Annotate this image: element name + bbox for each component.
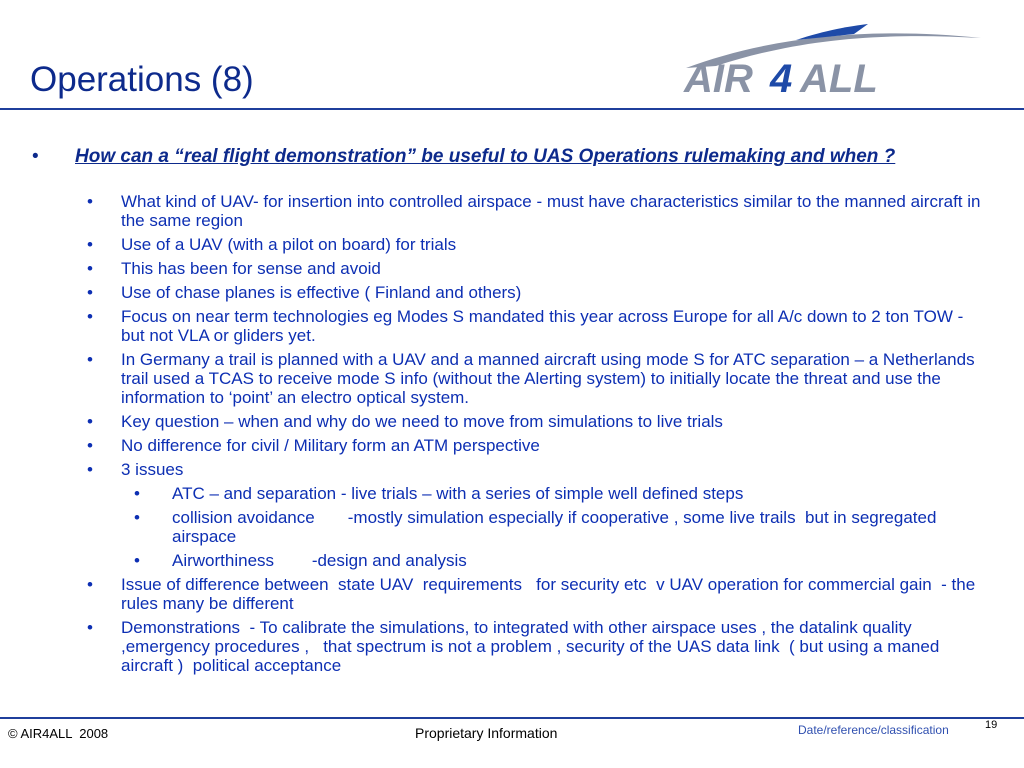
bullet-icon: • [134, 484, 140, 503]
sub-list-item: ATC – and separation - live trials – with a series of simple well defined steps [172, 484, 744, 503]
list-item: This has been for sense and avoid [121, 259, 381, 278]
bullet-icon: • [87, 618, 93, 637]
bullet-icon: • [87, 436, 93, 455]
bullet-icon: • [87, 412, 93, 431]
logo-text-all: ALL [800, 57, 878, 98]
bullet-icon: • [87, 192, 93, 211]
footer-copyright: © AIR4ALL 2008 [8, 726, 109, 741]
list-item: In Germany a trail is planned with a UAV and a manned aircraft using mode S for ATC separation – a Netherlands trail used a TCAS to receive mode S info (without the Alerting system) to initially locate the threat and use the information to ‘point’ an electro optical system. [121, 350, 975, 407]
footer-divider [0, 717, 1024, 719]
page-number: 19 [985, 719, 998, 731]
slide-title: Operations (8) [30, 60, 254, 99]
sub-list-item: Airworthiness -design and analysis [172, 551, 467, 570]
list-item: Use of chase planes is effective ( Finland and others) [121, 283, 522, 302]
bullet-icon: • [87, 575, 93, 594]
title-divider [0, 108, 1024, 110]
list-item: Focus on near term technologies eg Modes S mandated this year across Europe for all A/c down to 2 ton TOW - but not VLA or gliders yet. [121, 307, 964, 345]
list-item: Key question – when and why do we need to move from simulations to live trials [121, 412, 723, 431]
list-item: What kind of UAV- for insertion into controlled airspace - must have characteristics similar to the manned aircraft in the same region [121, 192, 981, 230]
sub-list-item: collision avoidance -mostly simulation especially if cooperative , some live trails but in segregated airspace [172, 508, 942, 546]
logo-text-4: 4 [770, 57, 793, 98]
footer-proprietary: Proprietary Information [415, 725, 558, 741]
bullet-icon: • [32, 146, 39, 167]
bullet-icon: • [87, 307, 93, 326]
list-item: Demonstrations - To calibrate the simulations, to integrated with other airspace uses , the datalink quality ,emergency procedures , that spectrum is not a problem , security of the UAS data link ( but using a maned aircraft ) political acceptance [121, 618, 945, 675]
bullet-icon: • [87, 259, 93, 278]
logo-text-air: AIR [684, 57, 753, 98]
air4all-logo [676, 18, 996, 98]
footer-date-reference: Date/reference/classification [798, 723, 949, 737]
main-question: How can a “real flight demonstration” be useful to UAS Operations rulemaking and when ? [75, 146, 896, 167]
bullet-icon: • [87, 283, 93, 302]
bullet-icon: • [87, 460, 93, 479]
bullet-icon: • [87, 350, 93, 369]
list-item: Use of a UAV (with a pilot on board) for trials [121, 235, 457, 254]
list-item: 3 issues [121, 460, 184, 479]
bullet-icon: • [87, 235, 93, 254]
list-item: No difference for civil / Military form an ATM perspective [121, 436, 540, 455]
list-item: Issue of difference between state UAV requirements for security etc v UAV operation for commercial gain - the rules many be different [121, 575, 980, 613]
bullet-icon: • [134, 551, 140, 570]
bullet-icon: • [134, 508, 140, 527]
